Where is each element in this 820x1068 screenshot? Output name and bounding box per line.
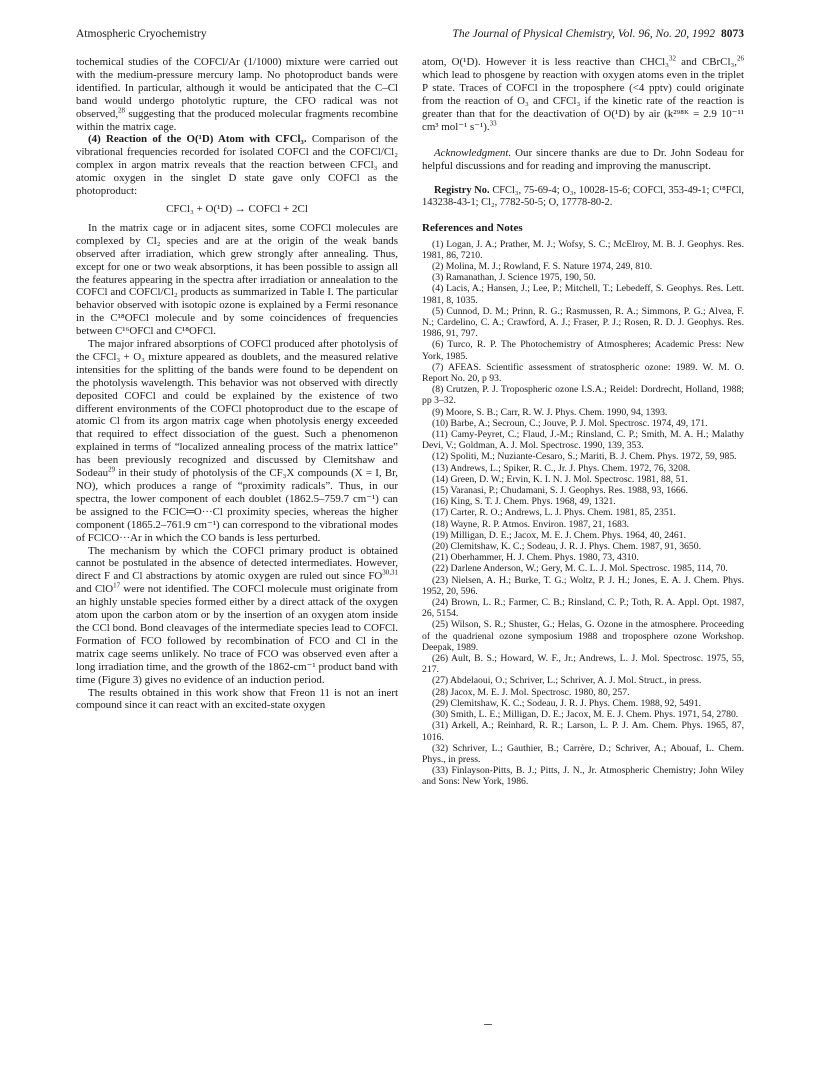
reference-item: (7) AFEAS. Scientific assessment of stratospheric ozone: 1989. W. M. O. Report No. 20, p 93. [422,361,744,384]
reference-item: (33) Finlayson-Pitts, B. J.; Pitts, J. N., Jr. Atmospheric Chemistry; John Wiley and Sons: New York, 1986. [422,765,744,788]
reference-item: (9) Moore, S. B.; Carr, R. W. J. Phys. Chem. 1990, 94, 1393. [432,406,668,418]
reaction-equation: CFCl₃ + O(¹D) → COFCl + 2Cl [166,202,308,215]
paragraph [422,56,744,133]
reference-item: (12) Spoliti, M.; Nuziante-Cesaro, S.; Mariti, B. J. Chem. Phys. 1972, 59, 985. [432,451,737,463]
reference-item: (2) Molina, M. J.; Rowland, F. S. Nature 1974, 249, 810. [432,260,653,272]
reference-item: (31) Arkell, A.; Reinhard, R. R.; Larson, L. P. J. Am. Chem. Phys. 1965, 87, 1016. [422,720,744,743]
acknowledgment [422,147,744,173]
reference-item: (27) Abdelaoui, O.; Schriver, L.; Schriver, A. J. Mol. Struct., in press. [432,675,702,687]
text-run: atom, O(¹D). However it is less reactive than CHCl₃ [422,56,669,68]
reference-item: (6) Turco, R. P. The Photochemistry of Atmospheres; Academic Press: New York, 1985. [422,339,744,362]
running-header [76,28,744,44]
reference-item: (30) Smith, L. E.; Milligan, D. E.; Jacox, M. E. J. Chem. Phys. 1971, 54, 2780. [432,709,739,721]
section-heading: (4) Reaction of the O(¹D) Atom with CFCl₃. [88,133,307,146]
reference-item: (29) Clemitshaw, K. C.; Sodeau, J. R. J. Phys. Chem. 1988, 92, 5491. [432,697,702,709]
reference-item: (13) Andrews, L.; Spiker, R. C., Jr. J. Phys. Chem. 1972, 76, 3208. [432,462,691,474]
reference-item: (20) Clemitshaw, K. C.; Sodeau, J. R. J. Phys. Chem. 1987, 91, 3650. [432,541,702,553]
text-run: Our sincere thanks are due to Dr. John Sodeau for helpful discussions and for reading and improving the manuscript. [422,147,744,173]
text-run: tochemical studies of the COFCl/Ar (1/1000) mixture were carried out with the medium-pressure mercury lamp. No photoproduct bands were identified. In particular, although it would be anticipated that the C–Cl band would undergo photolytic rupture, the CFO radical was not observed, [76,56,398,120]
text-run: The major infrared absorptions of COFCl produced after photolysis of the CFCl₃ + O₃ mixture appeared as doublets, and the measured relative intensities for the splitting of the bands were found to be dependent on the photolysis wavelength. This behavior was not observed with directly deposited COFCl and could be explained by the existence of two different environments of the COFCl photoproduct due to the escape of atomic Cl from its argon matrix cage when photolysis energy exceeded that required to effect dissociation of the guest. Such a phenomenon explained in terms of “localized annealing process of the matrix lattice” has been previously recognized and discussed by Clemitshaw and Sodeau [76,338,398,480]
acknowledgment-label: Acknowledgment. [434,147,512,160]
reference-item: (16) King, S. T. J. Chem. Phys. 1968, 49, 1321. [432,496,616,508]
text-run: Comparison of the vibrational frequencies recorded for isolated COFCl and the COFCl/Cl₂ complex in argon matrix reveals that the reaction between CFCl₃ and atomic oxygen in the singlet D state gave only COFCl as the photoproduct: [76,133,398,198]
reference-item: (22) Darlene Anderson, W.; Gery, M. C. L. J. Mol. Spectrosc. 1985, 114, 70. [432,563,728,575]
paragraph: In the matrix cage or in adjacent sites, some COFCl molecules are complexed by Cl₂ species and are at the origin of the weak bands observed after irradiation, which grew strongly after annealing. Thus, except for one or two weak absorptions, it has been possible to assign all the features appearing in the spectra after irradiation or annealation to the COFCl and COFCl/Cl₂ products as summarized in Table I. The particular behavior observed with isotopic ozone is explained by a Fermi resonance in the C¹⁸OFCl molecule and by some coincidences of frequencies between C¹⁶OFCl and C¹⁸OFCl. [76,221,398,338]
journal-name: The Journal of Physical Chemistry, Vol. 96, No. 20, 1992 [452,28,715,40]
reference-item: (19) Milligan, D. E.; Jacox, M. E. J. Chem. Phys. 1964, 40, 2461. [432,529,687,541]
citation-ref: 30,31 [382,568,398,577]
text-run: which lead to phosgene by reaction with oxygen atoms even in the triplet P state. Traces of COFCl in the troposphere (<4 pptv) could originate from the reaction of O₃ and CFCl₃ if the kinetic rate of the reaction is greater than that for the deactivation of O(¹D) by air (k²⁹⁸ᴷ = 2.9 10⁻¹¹ cm³ mol⁻¹ s⁻¹). [422,68,744,133]
reference-item: (28) Jacox, M. E. J. Mol. Spectrosc. 1980, 80, 257. [432,686,630,698]
citation-ref: 29 [108,465,116,474]
registry-numbers [422,185,744,209]
text-run: in their study of photolysis of the CF₃X compounds (X = I, Br, NO), which produces a range of “proximity radicals”. Thus, in our spectra, the lower component of each doublet (1862.5–759.7 cm⁻¹) can be assigned to the FClC═O···Cl proximity species, whereas the higher component (1865.2–761.9 cm⁻¹) can correspond to the vibrational modes of FClCO···Ar in which the CO bands is less perturbed. [76,467,398,544]
reference-item: (4) Lacis, A.; Hansen, J.; Lee, P.; Mitchell, T.; Lebedeff, S. Geophys. Res. Lett. 1981, 8, 1035. [422,283,744,306]
text-run: and ClO [76,583,114,596]
registry-label: Registry No. [434,185,490,197]
reference-item: (24) Brown, L. R.; Farmer, C. B.; Rinsland, C. P.; Toth, R. A. Appl. Opt. 1987, 26, 5154. [422,597,744,620]
reference-item: (15) Varanasi, P.; Chudamani, S. J. Geophys. Res. 1988, 93, 1666. [432,485,688,497]
reference-item: (21) Oberhammer, H. J. Chem. Phys. 1980, 73, 4310. [432,552,639,564]
text-run: suggesting that the produced molecular fragments recombine within the matrix cage. [76,107,398,133]
reference-list [422,239,744,788]
reference-item: (25) Wilson, S. R.; Shuster, G.; Helas, G. Ozone in the atmosphere. Proceeding of the quadrienal ozone symposium 1988 and troposphere ozone Workshop. Deepak, 1989. [422,619,744,653]
reference-item: (32) Schriver, L.; Gauthier, B.; Carrère, D.; Schriver, A.; Abouaf, L. Chem. Phys., in press. [422,742,744,765]
section-paragraph [76,133,398,198]
reference-item: (8) Crutzen, P. J. Tropospheric ozone I.S.A.; Reidel: Dordrecht, Holland, 1988; pp 3–32. [422,384,744,407]
text-run: were not identified. The COFCl molecule must originate from an highly unstable species formed either by a direct attack of the oxygen atom upon the carbon atom or by the insertion of an oxygen atom inside the CCl bond. Bond cleavages of the intermediate species lead to COFCl. Formation of FCO followed by recombination of FCO and Cl in the matrix cage seems unlikely. No trace of FCO was observed even after a long irradiation time, and the growth of the 1862-cm⁻¹ product band with time (Figure 3) gives no evidence of an induction period. [76,583,398,686]
page-number: 8073 [721,28,744,40]
left-column [76,56,398,712]
references-heading: References and Notes [422,221,523,234]
paragraph [76,56,398,133]
text-run: CFCl₃, 75-69-4; O₃, 10028-15-6; COFCl, 353-49-1; C¹⁸FCl, 143238-43-1; Cl₂, 7782-50-5; O, 17778-80-2. [422,185,745,209]
reference-item: (26) Ault, B. S.; Howard, W. F., Jr.; Andrews, L. J. Mol. Spectrosc. 1975, 55, 217. [422,653,744,676]
reference-item: (14) Green, D. W.; Ervin, K. I. N. J. Mol. Spectrosc. 1981, 88, 51. [432,473,688,485]
running-title: Atmospheric Cryochemistry [76,28,207,40]
reference-item: (23) Nielsen, A. H.; Burke, T. G.; Woltz, P. J. H.; Jones, E. A. J. Chem. Phys. 1952, 20, 596. [422,574,744,597]
reference-item: (17) Carter, R. O.; Andrews, L. J. Phys. Chem. 1981, 85, 2351. [432,507,676,519]
reference-item: (5) Cunnod, D. M.; Prinn, R. G.; Rasmussen, R. A.; Simmons, P. G.; Alvea, F. N.; Cardelino, C. A.; Crawford, A. J.; Fraser, P. J.; Rosen, R. D. J. Geophys. Res. 1986, 91, 797. [422,305,744,340]
right-column [422,56,744,788]
reference-item: (10) Barbe, A.; Secroun, C.; Jouve, P. J. Mol. Spectrosc. 1974, 49, 171. [432,417,708,429]
paragraph [76,545,398,687]
reference-item: (18) Wayne, R. P. Atmos. Environ. 1987, 21, 1683. [432,518,630,530]
paragraph: The results obtained in this work show that Freon 11 is not an inert compound since it can react with an excited-state oxygen [76,686,398,712]
citation-ref: 28 [118,106,126,114]
reference-item: (11) Camy-Peyret, C.; Flaud, J.-M.; Rinsland, C. P.; Smith, M. A. H.; Malathy Devi, V.; Goldman, A. J. Mol. Spectrosc. 1990, 139, 353. [422,429,744,452]
citation-ref: 26 [737,54,744,63]
end-mark [484,1024,492,1025]
text-run: The mechanism by which the COFCl primary product is obtained cannot be postulated in the absence of detected intermediates. However, direct F and Cl abstractions by atomic oxygen are ruled out since FO [76,544,398,583]
reference-item: (3) Ramanathan, J. Science 1975, 190, 50. [432,272,596,284]
journal-citation [452,28,744,40]
citation-ref: 33 [489,118,497,127]
citation-ref: 32 [668,54,676,63]
reference-item: (1) Logan, J. A.; Prather, M. J.; Wofsy, S. C.; McElroy, M. B. J. Geophys. Res. 1981, 86, 7210. [422,238,744,261]
citation-ref: 17 [113,581,121,590]
paragraph [76,338,398,545]
text-run: and CBrCl₃, [675,56,737,68]
